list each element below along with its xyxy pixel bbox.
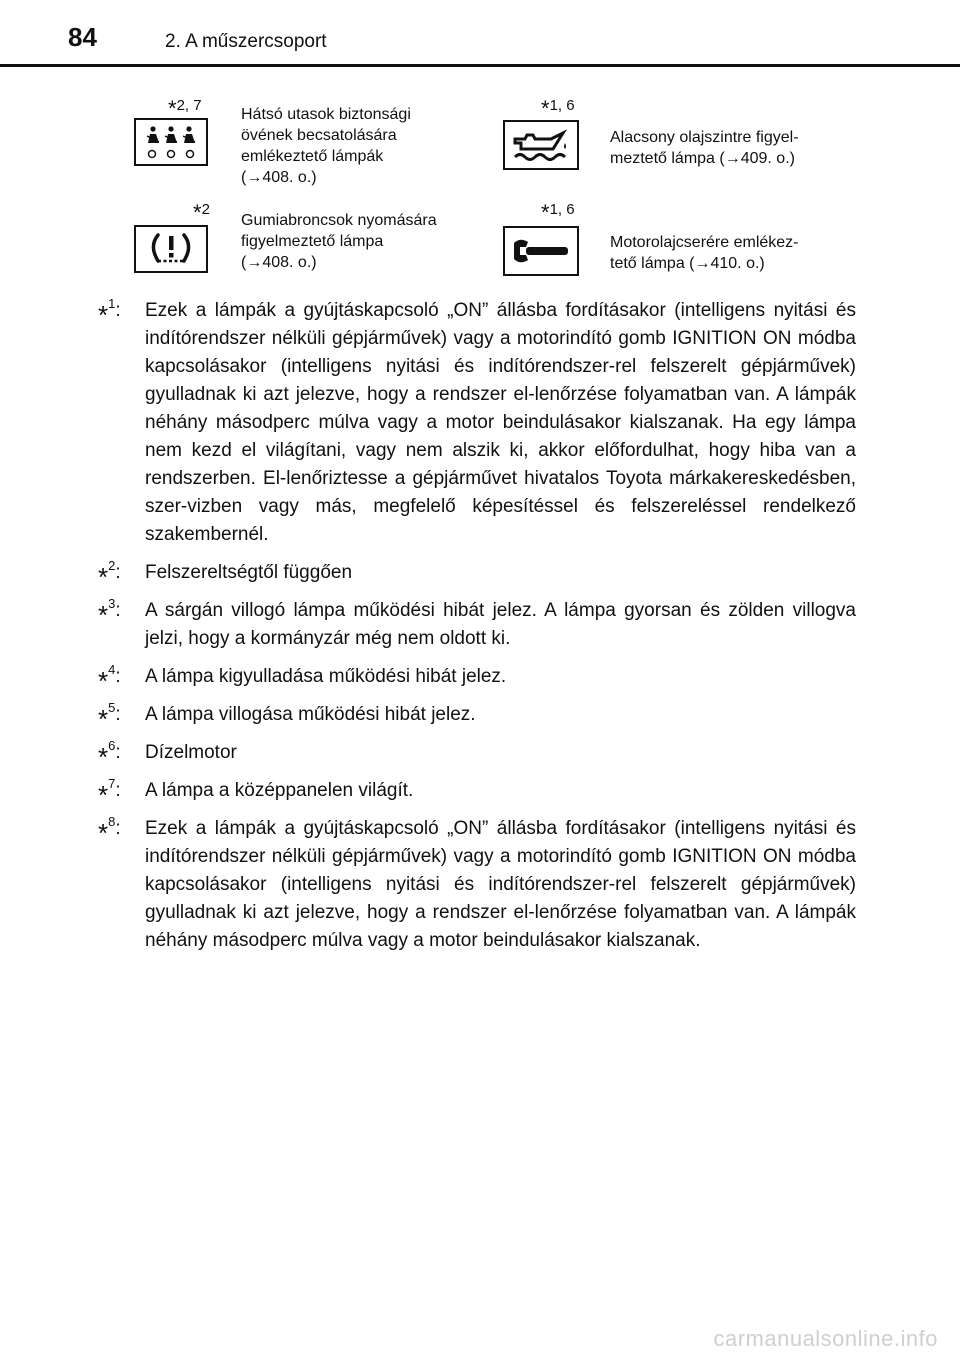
indicator-footnote-ref: *1, 6 [541, 200, 575, 225]
footnote [98, 296, 856, 549]
footnote-mark: *$^7$: [98, 776, 121, 810]
footnote-mark: *$^1$: [98, 296, 121, 330]
indicator-description: Gumiabroncsok nyomására figyelmeztető lámpa (→408. o.) [241, 212, 437, 271]
chapter-title: 2. A műszercsoport [165, 31, 327, 52]
rear-seat-belt-reminder-icon [134, 118, 208, 166]
low-oil-level-icon [503, 120, 579, 170]
footnote-text: A lámpa villogása működési hibát jelez. [145, 704, 476, 725]
indicator-footnote-ref: *1, 6 [541, 96, 575, 121]
footnote-text: A lámpa kigyulladása működési hibát jelez. [145, 666, 507, 687]
footnote-text: Ezek a lámpák a gyújtáskapcsoló „ON” állásba fordításakor (intelligens nyitási és indítórendszer nélküli gépjárművek) vagy a motorindító gomb IGNITION ON módba kapcsolásakor (intelligens nyitási és indítórendszer-rel felszerelt gépjárművek) gyulladnak ki azt jelezve, hogy a rendszer el-lenőrzése folyamatban van. A lámpák néhány másodperc múlva vagy a motor beindulásakor kialszanak. [145, 818, 856, 951]
footnote-mark: *$^2$: [98, 558, 121, 592]
footnote [98, 700, 856, 734]
footnotes [98, 296, 856, 965]
footnote-mark: *$^6$: [98, 738, 121, 772]
footnote-text: A lámpa a középpanelen világít. [145, 780, 414, 801]
footnote [98, 814, 856, 955]
footnote [98, 738, 856, 772]
indicator-description: Hátsó utasok biztonsági övének becsatolására emlékeztető lámpák (→408. o.) [241, 106, 411, 186]
footnote [98, 662, 856, 696]
indicator-description: Motorolajcserére emlékez- tető lámpa (→410. o.) [610, 234, 799, 272]
footnote-mark: *$^4$: [98, 662, 121, 696]
footnote-text: A sárgán villogó lámpa működési hibát jelez. A lámpa gyorsan és zölden villogva jelzi, hogy a kormányzár még nem oldott ki. [145, 600, 856, 649]
indicator-description: Alacsony olajszintre figyel- meztető lámpa (→409. o.) [610, 129, 799, 167]
footnote-text: Felszereltségtől függően [145, 562, 353, 583]
page-number: 84 [68, 22, 97, 52]
footnote-mark: *$^3$: [98, 596, 121, 630]
footnote-text: Dízelmotor [145, 742, 237, 763]
watermark: carmanualsonline.info [713, 1326, 938, 1351]
footnote [98, 558, 856, 592]
oil-change-reminder-wrench-icon [503, 226, 579, 276]
footnote-text: Ezek a lámpák a gyújtáskapcsoló „ON” állásba fordításakor (intelligens nyitási és indítórendszer nélküli gépjárművek) vagy a motorindító gomb IGNITION ON módba kapcsolásakor (intelligens nyitási és indítórendszer-rel felszerelt gépjárművek) gyulladnak ki azt jelezve, hogy a rendszer el-lenőrzése folyamatban van. A lámpák néhány másodperc múlva vagy a motor beindulásakor kialszanak. Ha egy lámpa nem kezd el világítani, vagy nem alszik ki, akkor előfordulhat, hogy hiba van a rendszerben. El-lenőriztesse a gépjárművet hivatalos Toyota márkakereskedésben, szer-vizben vagy más, megfelelő képesítéssel és felszereléssel rendelkező szakembernél. [145, 300, 856, 545]
footnote [98, 776, 856, 810]
footnote-mark: *$^5$: [98, 700, 121, 734]
header-rule [0, 64, 960, 67]
tire-pressure-warning-icon [134, 225, 208, 273]
indicator-footnote-ref: *2, 7 [168, 96, 202, 121]
indicator-footnote-ref: *2 [193, 200, 210, 225]
footnote [98, 596, 856, 653]
footnote-mark: *$^8$: [98, 814, 121, 848]
